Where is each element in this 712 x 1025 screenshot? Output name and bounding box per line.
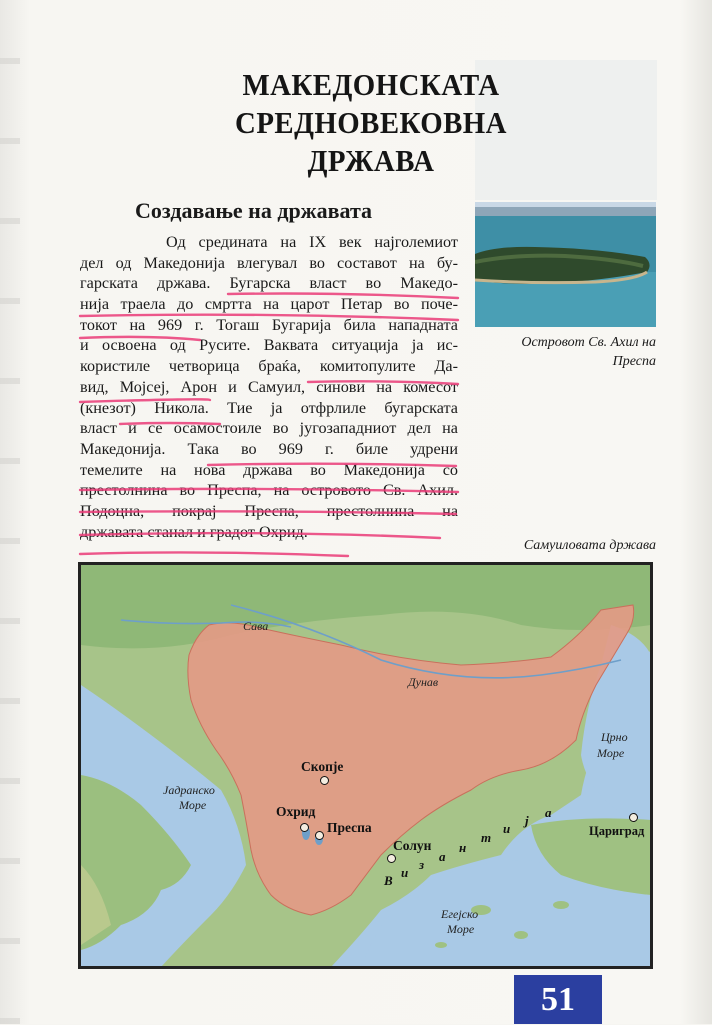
text-line: гарската држава. Бугарска власт во Македо- — [80, 274, 458, 293]
city-label-solun: Солун — [393, 838, 432, 853]
text-line: државата станал и градот Охрид. — [80, 522, 308, 541]
empire-letter: а — [545, 805, 552, 820]
page-number: 51 — [514, 975, 602, 1024]
city-marker-prespa — [315, 831, 324, 840]
city-label-tsarigrad: Цариград — [589, 824, 645, 838]
text-line: дел од Македонија влегувал во составот на бу- — [80, 253, 458, 272]
island-photo — [475, 202, 656, 327]
photo-caption-line-2: Преспа — [612, 354, 656, 369]
empire-letter: ј — [525, 813, 529, 828]
text-line: и освоена од Русите. Ваквата ситуација ја ис- — [80, 336, 458, 355]
sea-label-black-2: Море — [597, 746, 625, 760]
text-line: вид, Мојсеј, Арон и Самуил, синови на комесот — [80, 377, 458, 396]
city-marker-skopje — [320, 776, 329, 785]
city-label-skopje: Скопје — [301, 759, 344, 774]
city-marker-ohrid — [300, 823, 309, 832]
empire-letter: н — [459, 840, 467, 855]
map-caption: Самуиловата држава — [523, 538, 656, 553]
river-label-danube: Дунав — [408, 675, 439, 689]
empire-letter: В — [384, 873, 393, 888]
sea-label-adriatic-1: Јадранско — [163, 783, 215, 797]
city-label-ohrid: Охрид — [276, 804, 316, 819]
text-line: нија траела до смртта на царот Петар во поче- — [80, 295, 458, 314]
text-line: темелите на нова држава во Македонија со — [80, 460, 458, 479]
text-line: Од средината на IX век најголемиот — [166, 233, 458, 251]
empire-letter: з — [419, 857, 425, 872]
text-line: токот на 969 г. Тогаш Бугарија била нападната — [80, 315, 458, 334]
empire-letter: и — [503, 821, 511, 836]
text-line: користиле четворица браќа, комитопулите Да- — [80, 357, 458, 376]
sea-label-black-1: Црно — [601, 730, 628, 744]
body-paragraph — [80, 232, 458, 542]
binding-edge — [0, 0, 20, 1024]
city-label-prespa: Преспа — [327, 820, 372, 835]
empire-letter: а — [439, 849, 446, 864]
photo-caption — [474, 333, 656, 371]
photo-caption-line-1: Островот Св. Ахил на — [521, 335, 656, 350]
page-title-line-1: МАКЕДОНСКАТА СРЕДНОВЕКОВНА — [235, 67, 507, 140]
city-marker-solun — [387, 854, 396, 863]
page-title — [106, 66, 636, 180]
empire-letter: и — [401, 865, 409, 880]
sea-label-adriatic-2: Море — [179, 798, 207, 812]
city-marker-tsarigrad — [629, 813, 638, 822]
text-line: Подоцна, покрај Преспа, престолнина на — [80, 501, 458, 520]
sea-label-aegean-1: Егејско — [441, 907, 479, 921]
historical-map — [78, 562, 653, 969]
text-line: Македонија. Така во 969 г. биле удрени — [80, 439, 458, 458]
section-heading: Создавање на државата — [135, 198, 373, 223]
sea-label-aegean-2: Море — [447, 922, 475, 936]
text-line: власт и се осамостоиле во југозападниот дел на — [80, 419, 458, 438]
empire-letter: т — [481, 830, 492, 845]
map-terrain — [81, 565, 651, 967]
text-line: престолнина во Преспа, на островото Св. Ахил. — [80, 481, 458, 500]
page-title-line-2: ДРЖАВА — [307, 143, 435, 178]
text-line: (кнезот) Никола. Тие ја отфрлиле бугарската — [80, 398, 458, 417]
river-label-sava: Сава — [243, 619, 269, 633]
